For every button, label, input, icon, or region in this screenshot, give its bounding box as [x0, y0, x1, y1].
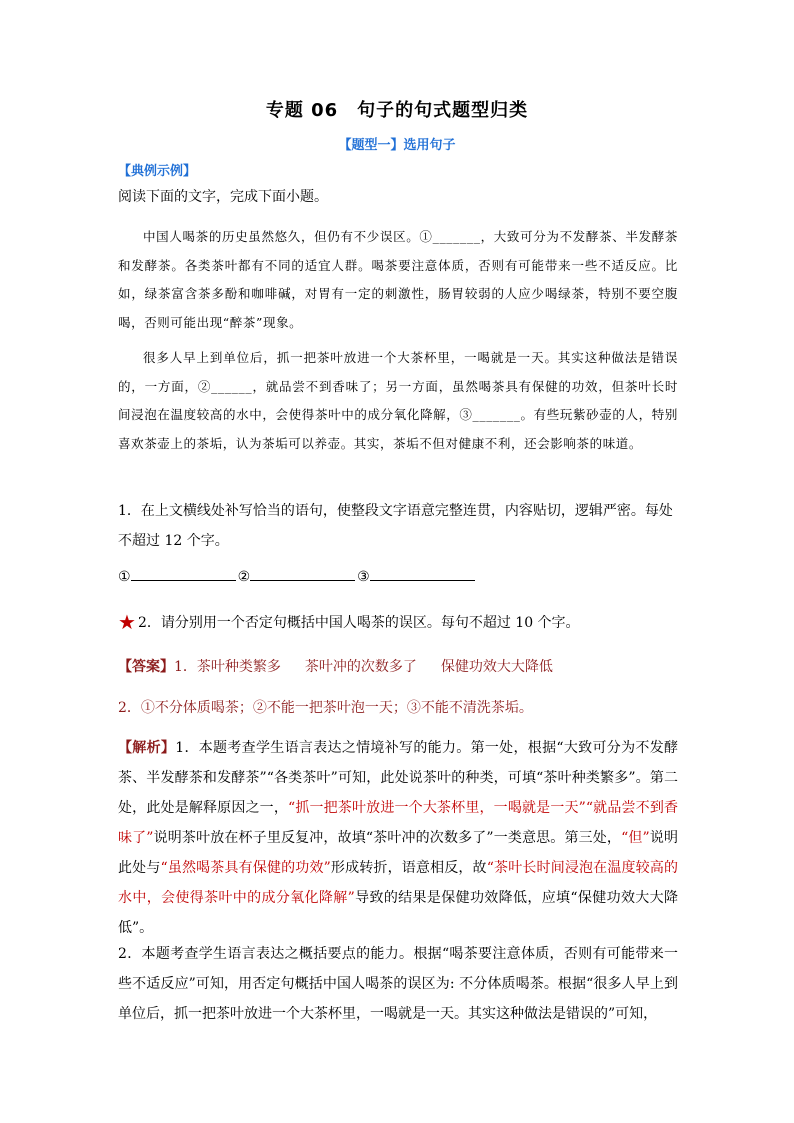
- analysis-paragraph-2: 2．本题考查学生语言表达之概括要点的能力。根据“喝茶要注意体质，否则有可能带来一些不适反应”可知，用否定句概括中国人喝茶的误区为: 不分体质喝茶。根据“很多人早上到单位后，抓一把茶叶放进一个大茶杯里，一喝就是一天。其实这种做法是错误的”可知，: [118, 946, 678, 1022]
- question-2: [118, 607, 678, 638]
- analysis-1-start: 1．本题考查学生语言表达之情境补写的能力。第一处，根据“大致可分为不发酵茶、半发酵茶和发酵茶”“各类茶叶”可知，此处说茶叶的种类，可填“茶叶种类繁多”。第二处，此处是解释原因之一，: [118, 740, 679, 816]
- blank-marker-2: ②: [237, 569, 251, 585]
- analysis-1-quote-3: “虽然喝茶具有保健的功效”: [160, 860, 331, 876]
- page-title: 专题 06 句子的句式题型归类: [265, 100, 529, 121]
- answer-blanks: [118, 566, 477, 585]
- star-icon: ★: [118, 610, 136, 634]
- analysis-paragraph-1: [118, 733, 678, 943]
- analysis-tag: 【解析】: [118, 740, 176, 756]
- analysis-1-quote-2: “但”: [621, 830, 650, 846]
- blank-line-3[interactable]: [370, 566, 475, 581]
- passage-paragraph-2: 很多人早上到单位后，抓一把茶叶放进一个大茶杯里，一喝就是一天。其实这种做法是错误的，一方面，②______，就品尝不到香味了；另一方面，虽然喝茶具有保健的功效，但茶叶长时间浸泡在温度较高的水中，会使得茶叶中的成分氧化降解，③_______。有些玩紫砂壶的人，特别喜欢茶壶上的茶垢，认为茶垢可以养壶。其实，茶垢不但对健康不利，还会影响茶的味道。: [118, 350, 678, 451]
- example-label: 【典例示例】: [118, 164, 197, 179]
- blank-marker-3: ③: [357, 569, 370, 585]
- instruction-text: 阅读下面的文字，完成下面小题。: [118, 189, 328, 205]
- answer-tag: 【答案】: [118, 659, 174, 675]
- passage-paragraph-1: 中国人喝茶的历史虽然悠久，但仍有不少误区。①_______，大致可分为不发酵茶、半发酵茶和发酵茶。各类茶叶都有不同的适宜人群。喝茶要注意体质，否则有可能带来一些不适反应。比如，绿茶富含茶多酚和咖啡碱，对胃有一定的刺激性，肠胃较弱的人应少喝绿茶，特别不要空腹喝，否则可能出现“醉茶”现象。: [118, 229, 678, 330]
- answer-item-1: 茶叶种类繁多: [196, 659, 281, 675]
- analysis-1-quote-4: “茶叶长时间浸泡在温度较高的水中，会使得茶叶中的成分氧化降解”: [118, 860, 678, 906]
- question-1: 1．在上文横线处补写恰当的语句，使整段文字语意完整连贯，内容贴切，逻辑严密。每处不超过 12 个字。: [118, 503, 673, 549]
- answer-item-3: 保健功效大大降低: [440, 659, 553, 675]
- analysis-1-end: 导致的结果是保健功效降低，应填“保健功效大大降低”。: [118, 890, 679, 936]
- answer-line-1: [118, 652, 678, 682]
- blank-line-2[interactable]: [250, 566, 355, 581]
- answer-line-2: 2．①不分体质喝茶；②不能一把茶叶泡一天；③不能不清洗茶垢。: [118, 700, 533, 716]
- blank-line-1[interactable]: [131, 566, 236, 581]
- analysis-1-quote-1: “抓一把茶叶放进一个大茶杯里，一喝就是一天”“就品尝不到香味了”: [118, 800, 678, 846]
- analysis-1-mid-3: 形成转折，语意相反，故: [330, 860, 487, 876]
- section-subtitle: 【题型一】选用句子: [338, 138, 456, 153]
- question-2-text: 2．请分别用一个否定句概括中国人喝茶的误区。每句不超过 10 个字。: [137, 615, 580, 631]
- analysis-1-mid-2: 说明此处与: [118, 830, 679, 876]
- analysis-1-mid-1: 说明茶叶放在杯子里反复冲，故填“茶叶冲的次数多了”一类意思。第三处，: [153, 830, 622, 846]
- answer-item-2: 茶叶冲的次数多了: [304, 659, 417, 675]
- blank-marker-1: ①: [118, 569, 131, 585]
- answer-line1-prefix: 1．: [174, 659, 197, 675]
